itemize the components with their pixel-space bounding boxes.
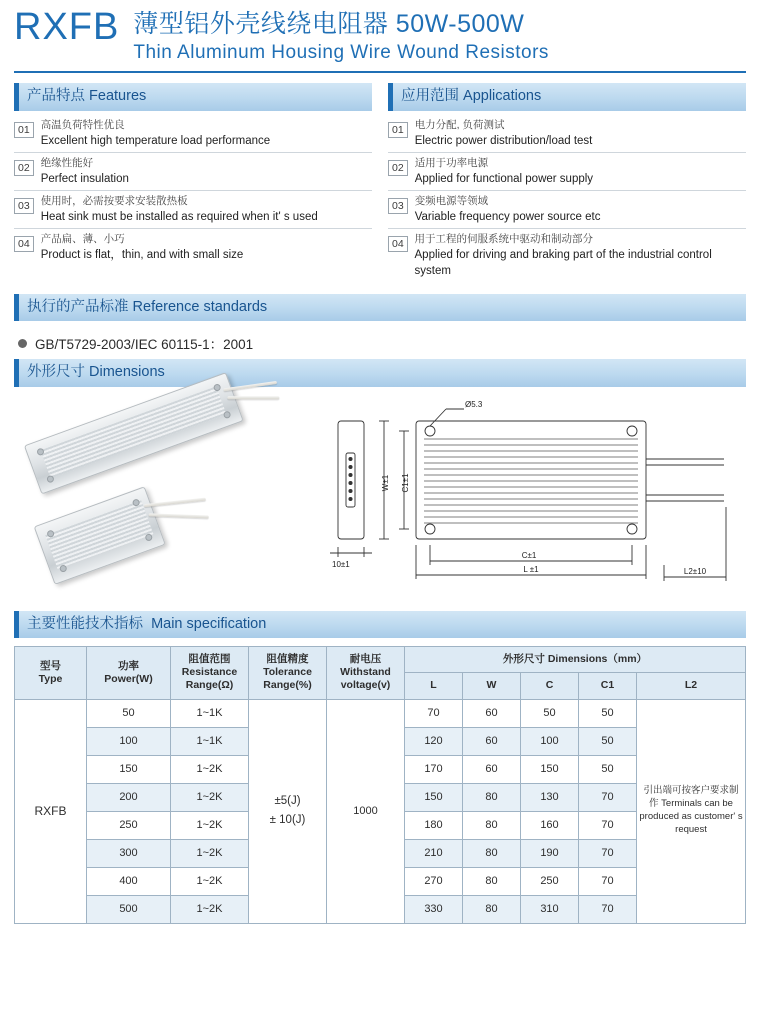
specification-table [14, 646, 746, 923]
col-resistance [171, 647, 249, 699]
specification-bar-cn: 主要性能技术指标 [27, 615, 143, 632]
mount-hole [213, 383, 222, 392]
cell-c1: 70 [579, 839, 637, 867]
cell-w: 80 [463, 783, 521, 811]
cell-c1: 50 [579, 727, 637, 755]
cell-resistance: 1~2K [171, 755, 249, 783]
cell-resistance: 1~2K [171, 895, 249, 923]
list-item-cn: 高温负荷特性优良 [40, 118, 125, 131]
cell-power: 150 [87, 755, 171, 783]
lead-wire [149, 513, 209, 518]
product-photo-large [24, 372, 247, 504]
lead-wire [227, 396, 279, 399]
cell-c: 250 [521, 867, 579, 895]
cell-c: 150 [521, 755, 579, 783]
list-item-en: Excellent high temperature load performance [40, 135, 271, 148]
dimensions-bar-en: Dimensions [89, 364, 165, 381]
cell-resistance: 1~1K [171, 727, 249, 755]
resistor-body [24, 372, 244, 494]
list-item [14, 191, 372, 229]
cell-l: 150 [405, 783, 463, 811]
col-c: C [521, 673, 579, 699]
col-voltage-en: Withstand voltage(v) [340, 666, 391, 692]
dimensions-section [14, 359, 746, 610]
cell-c: 50 [521, 699, 579, 727]
cell-c1: 70 [579, 867, 637, 895]
cell-resistance: 1~2K [171, 839, 249, 867]
list-item-text [41, 232, 244, 264]
features-column [14, 83, 372, 282]
list-item-number: 01 [14, 122, 34, 139]
cell-c: 100 [521, 727, 579, 755]
standards-value: GB/T5729-2003/IEC 60115-1：2001 [35, 337, 254, 353]
lead-wire [144, 497, 206, 506]
cell-power: 500 [87, 895, 171, 923]
list-item-en: Applied for functional power supply [414, 172, 594, 185]
col-resistance-cn: 阻值范围 [188, 653, 231, 666]
page-header [14, 0, 746, 65]
list-item-en: Applied for driving and braking part of the industrial control system [414, 248, 712, 278]
product-photos [24, 399, 309, 599]
cell-power: 400 [87, 867, 171, 895]
list-item-cn: 使用时，必需按要求安装散热板 [40, 194, 188, 207]
list-item-number: 04 [388, 236, 408, 253]
cell-l2-note: 引出端可按客户要求制作 Terminals can be produced as customer' s request [637, 699, 746, 923]
cell-power: 300 [87, 839, 171, 867]
list-item-en: Heat sink must be installed as required when it' s used [40, 210, 318, 223]
cell-w: 60 [463, 699, 521, 727]
list-item [388, 153, 746, 191]
list-item [388, 115, 746, 153]
list-item-cn: 电力分配, 负荷测试 [414, 118, 505, 131]
cell-power: 100 [87, 727, 171, 755]
list-item-en: Product is flat，thin, and with small size [40, 248, 244, 261]
label-c: C±1 [521, 550, 537, 560]
cell-c1: 50 [579, 699, 637, 727]
col-dimensions-group: 外形尺寸 Dimensions（mm） [405, 647, 746, 673]
features-bar-cn: 产品特点 [27, 88, 85, 105]
col-power-en: Power(W) [104, 672, 153, 685]
table-header-row [15, 647, 746, 673]
cell-l: 330 [405, 895, 463, 923]
tolerance-line-1: ±5(J) [274, 794, 301, 807]
label-l2: L2±10 [683, 566, 707, 576]
applications-bar-en: Applications [463, 88, 542, 105]
cell-w: 80 [463, 867, 521, 895]
cell-power: 200 [87, 783, 171, 811]
label-hole-diameter: Ø5.3 [465, 399, 483, 409]
list-item-number: 04 [14, 236, 34, 253]
list-item-text [415, 156, 593, 188]
resistor-body [34, 486, 166, 585]
standards-section [14, 294, 746, 353]
dimensions-section-bar [14, 359, 746, 386]
list-item-cn: 绝缘性能好 [40, 156, 94, 169]
table-head [15, 647, 746, 699]
cell-l: 180 [405, 811, 463, 839]
list-item-text [41, 156, 129, 188]
list-item-cn: 变频电源等领域 [414, 194, 489, 207]
cell-voltage: 1000 [327, 699, 405, 923]
list-item-text [415, 194, 601, 226]
cell-type: RXFB [15, 699, 87, 923]
specification-section [14, 611, 746, 924]
list-item-number: 03 [14, 198, 34, 215]
cell-l: 120 [405, 727, 463, 755]
list-item [388, 229, 746, 283]
list-item-text [415, 232, 747, 281]
col-type-en: Type [38, 672, 63, 685]
features-section-bar [14, 83, 372, 110]
product-logo: RXFB [14, 6, 120, 48]
cell-power: 50 [87, 699, 171, 727]
cell-resistance: 1~2K [171, 783, 249, 811]
cell-resistance: 1~2K [171, 811, 249, 839]
cell-c1: 70 [579, 783, 637, 811]
list-item [14, 153, 372, 191]
col-type [15, 647, 87, 699]
list-item-number: 03 [388, 198, 408, 215]
col-power-cn: 功率 [118, 659, 139, 672]
label-w: W±1 [381, 474, 390, 492]
cell-tolerance [249, 699, 327, 923]
cell-resistance: 1~2K [171, 867, 249, 895]
cell-c1: 70 [579, 895, 637, 923]
cell-c: 160 [521, 811, 579, 839]
col-w: W [463, 673, 521, 699]
col-type-cn: 型号 [40, 659, 61, 672]
technical-drawing [324, 395, 754, 600]
list-item-en: Perfect insulation [40, 172, 129, 185]
col-tolerance [249, 647, 327, 699]
cell-w: 60 [463, 755, 521, 783]
cell-w: 80 [463, 895, 521, 923]
col-l2: L2 [637, 673, 746, 699]
cell-w: 80 [463, 839, 521, 867]
header-divider [14, 71, 746, 73]
cell-w: 60 [463, 727, 521, 755]
list-item-number: 01 [388, 122, 408, 139]
list-item [14, 229, 372, 266]
header-titles [133, 8, 549, 65]
list-item-cn: 适用于功率电源 [414, 156, 489, 169]
label-thickness: 10±1 [332, 559, 350, 569]
tolerance-line-2: ± 10(J) [269, 814, 306, 827]
col-c1: C1 [579, 673, 637, 699]
applications-bar-cn: 应用范围 [401, 88, 459, 105]
list-item-cn: 产品扁、薄、小巧 [40, 232, 125, 245]
col-l: L [405, 673, 463, 699]
dimensions-bar-cn: 外形尺寸 [27, 364, 85, 381]
resistor-fins [40, 386, 226, 478]
col-power [87, 647, 171, 699]
dimensions-content [14, 393, 746, 611]
applications-list [388, 115, 746, 282]
title-chinese: 薄型铝外壳线绕电阻器 50W-500W [133, 10, 525, 38]
dimension-drawing-svg [324, 395, 754, 600]
table-body [15, 699, 746, 923]
col-tolerance-cn: 阻值精度 [266, 653, 309, 666]
specification-section-bar [14, 611, 746, 638]
product-photo-small [34, 485, 171, 592]
col-voltage [327, 647, 405, 699]
cell-l: 210 [405, 839, 463, 867]
cell-c1: 50 [579, 755, 637, 783]
col-tolerance-en: Tolerance Range(%) [263, 666, 312, 692]
list-item-en: Electric power distribution/load test [414, 135, 593, 148]
features-applications-row [14, 83, 746, 282]
mount-hole [223, 410, 232, 419]
list-item-text [415, 118, 593, 150]
cell-resistance: 1~1K [171, 699, 249, 727]
cell-c: 130 [521, 783, 579, 811]
list-item-text [41, 194, 318, 226]
list-item-number: 02 [14, 160, 34, 177]
list-item [388, 191, 746, 229]
list-item-cn: 用于工程的伺服系统中驱动和制动部分 [414, 232, 593, 245]
list-item [14, 115, 372, 153]
cell-l: 170 [405, 755, 463, 783]
table-row [15, 699, 746, 727]
specification-bar-en: Main specification [151, 615, 267, 632]
cell-l: 270 [405, 867, 463, 895]
cell-power: 250 [87, 811, 171, 839]
standards-bar-en: Reference standards [132, 299, 268, 316]
label-c1: C1±1 [401, 473, 410, 493]
list-item-text [41, 118, 271, 150]
list-item-number: 02 [388, 160, 408, 177]
cell-w: 80 [463, 811, 521, 839]
features-bar-en: Features [89, 88, 147, 105]
bullet-icon [18, 339, 27, 348]
resistor-fins [45, 500, 153, 569]
standards-bar-cn: 执行的产品标准 [27, 299, 129, 316]
standards-section-bar [14, 294, 746, 321]
col-resistance-en: Resistance Range(Ω) [181, 666, 238, 692]
list-item-en: Variable frequency power source etc [414, 210, 601, 223]
col-voltage-cn: 耐电压 [349, 653, 382, 666]
features-list [14, 115, 372, 266]
standards-line [18, 333, 746, 353]
cell-c: 190 [521, 839, 579, 867]
cell-l: 70 [405, 699, 463, 727]
applications-column [388, 83, 746, 282]
applications-section-bar [388, 83, 746, 110]
label-l: L ±1 [523, 564, 539, 574]
cell-c1: 70 [579, 811, 637, 839]
title-english: Thin Aluminum Housing Wire Wound Resistors [133, 41, 549, 63]
cell-c: 310 [521, 895, 579, 923]
